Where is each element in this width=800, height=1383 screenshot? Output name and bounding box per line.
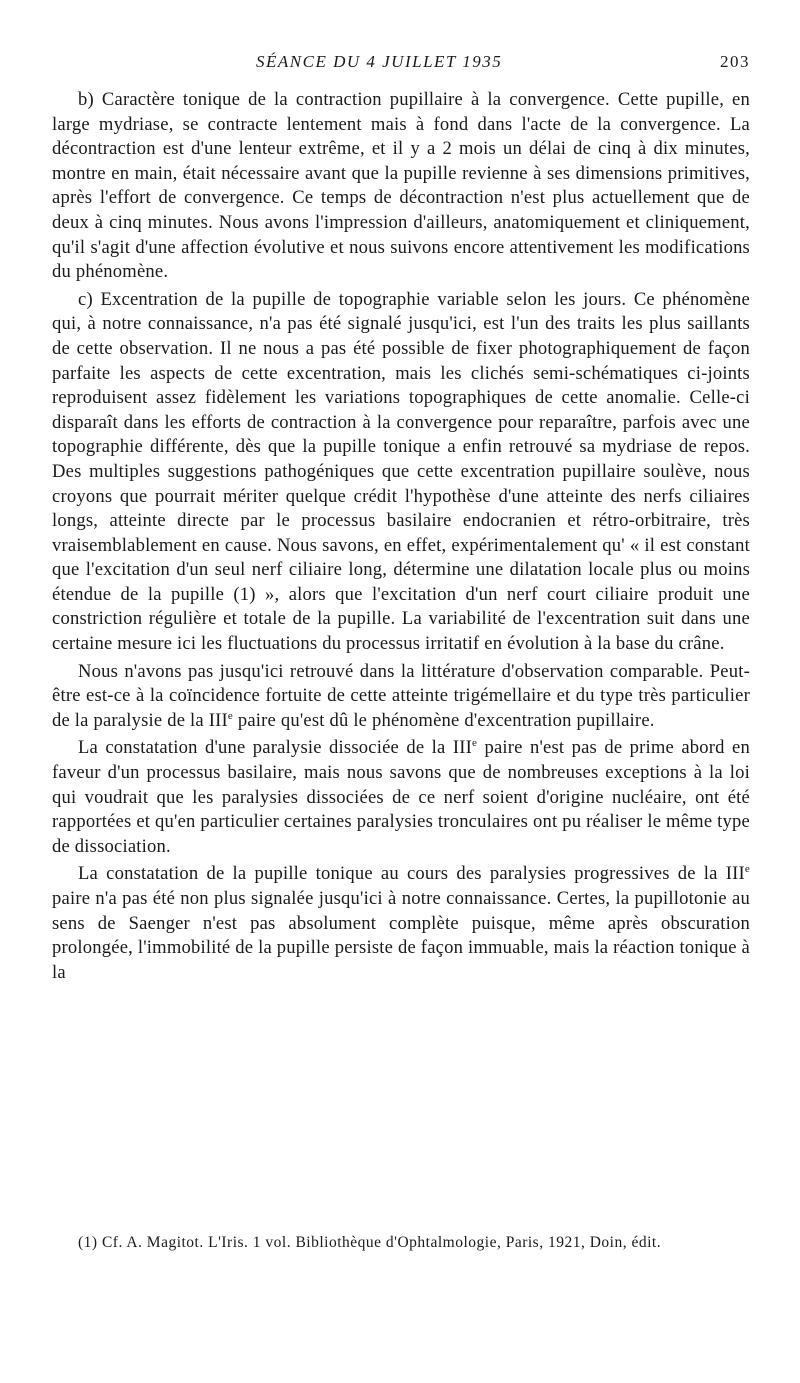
paragraph-tonic-pupil [52,862,750,985]
paragraph-tonic-pupil-text-b: paire n'a pas été non plus signalée jusqu'ici à notre connaissance. Certes, la pupillotonie au sens de Saenger n'est pas absolument complète puisque, même après obscuration prolongée, l'immobilité de la pupille persiste de façon immuable, mais la réaction tonique à la [52,888,750,983]
superscript-e: e [472,737,478,750]
paragraph-dissociated-paralysis [52,736,750,859]
footnote-1: (1) Cf. A. Magitot. L'Iris. 1 vol. Bibliothèque d'Ophtalmologie, Paris, 1921, Doin, édit. [78,1234,662,1251]
paragraph-tonic-pupil-text-a: La constatation de la pupille tonique au cours des paralysies progressives de la III [78,863,745,885]
paragraph-excentration: c) Excentration de la pupille de topographie variable selon les jours. Ce phénomène qui, à notre connaissance, n'a pas été signalé jusqu'ici, est l'un des traits les plus saillants de cette observation. Il ne nous a pas été possible de fixer photographiquement de façon parfaite les aspects de cette excentration, mais les clichés semi-schématiques ci-joints reproduisent assez fidèlement les variations topographiques de cette anomalie. Celle-ci disparaît dans les efforts de contraction à la convergence pour reparaître, parfois avec une topographie différente, dès que la pupille tonique a enfin retrouvé sa mydriase de repos. Des multiples suggestions pathogéniques que cette excentration pupillaire soulève, nous croyons que pourrait mériter quelque crédit l'hypothèse d'une atteinte des nerfs ciliaires longs, atteinte directe par le processus basilaire endocranien et rétro-orbitraire, très vraisemblablement en cause. Nous savons, en effet, expérimentalement qu' « il est constant que l'excitation d'un seul nerf ciliaire long, détermine une dilatation locale plus ou moins étendue de la pupille (1) », alors que l'excitation d'un nerf court ciliaire produit une constriction régulière et totale de la pupille. La variabilité de l'excentration suit dans une certaine mesure ici les fluctuations du processus irritatif en évolution à la base du crâne. [52,288,750,655]
paragraph-literature-text-a: Nous n'avons pas jusqu'ici retrouvé dans la littérature d'observation comparable. Peut-être est-ce à la coïncidence fortuite de cette atteinte trigémellaire et du type très particulier de la paralysie de la III [52,660,750,731]
page-number: 203 [720,52,750,71]
footnotes [52,1233,750,1253]
body-text [52,88,750,985]
paragraph-dissociated-text-a: La constatation d'une paralysie dissociée de la III [78,737,472,759]
paragraph-tonic-contraction: b) Caractère tonique de la contraction pupillaire à la convergence. Cette pupille, en large mydriase, se contracte lentement mais à fond dans l'acte de la convergence. La décontraction est d'une lenteur extrême, et il y a 2 mois un délai de cinq à dix minutes, montre en main, était nécessaire avant que la pupille revienne à ses dimensions primitives, après l'effort de convergence. Ce temps de décontraction n'est plus actuellement que de deux à cinq minutes. Nous avons l'impression d'ailleurs, anatomiquement et cliniquement, qu'il s'agit d'une affection évolutive et nous suivons encore attentivement les modifications du phénomène. [52,89,750,283]
paragraph-literature-text-b: paire qu'est dû le phénomène d'excentration pupillaire. [232,709,655,731]
paragraph-literature [52,660,750,734]
paragraph-dissociated-text-b: paire n'est pas de prime abord en faveur d'un processus basilaire, mais nous savons que de nombreuses exceptions à la loi qui voudrait que les paralysies dissociées de ce nerf soient d'origine nucléaire, ont été rapportées et qu'en particulier certaines paralysies tronculaires ont pu réaliser le même type de dissociation. [52,737,750,857]
superscript-e: e [227,709,233,722]
superscript-e: e [744,863,750,876]
running-title: SÉANCE DU 4 JUILLET 1935 [256,52,503,71]
running-head [256,52,750,80]
